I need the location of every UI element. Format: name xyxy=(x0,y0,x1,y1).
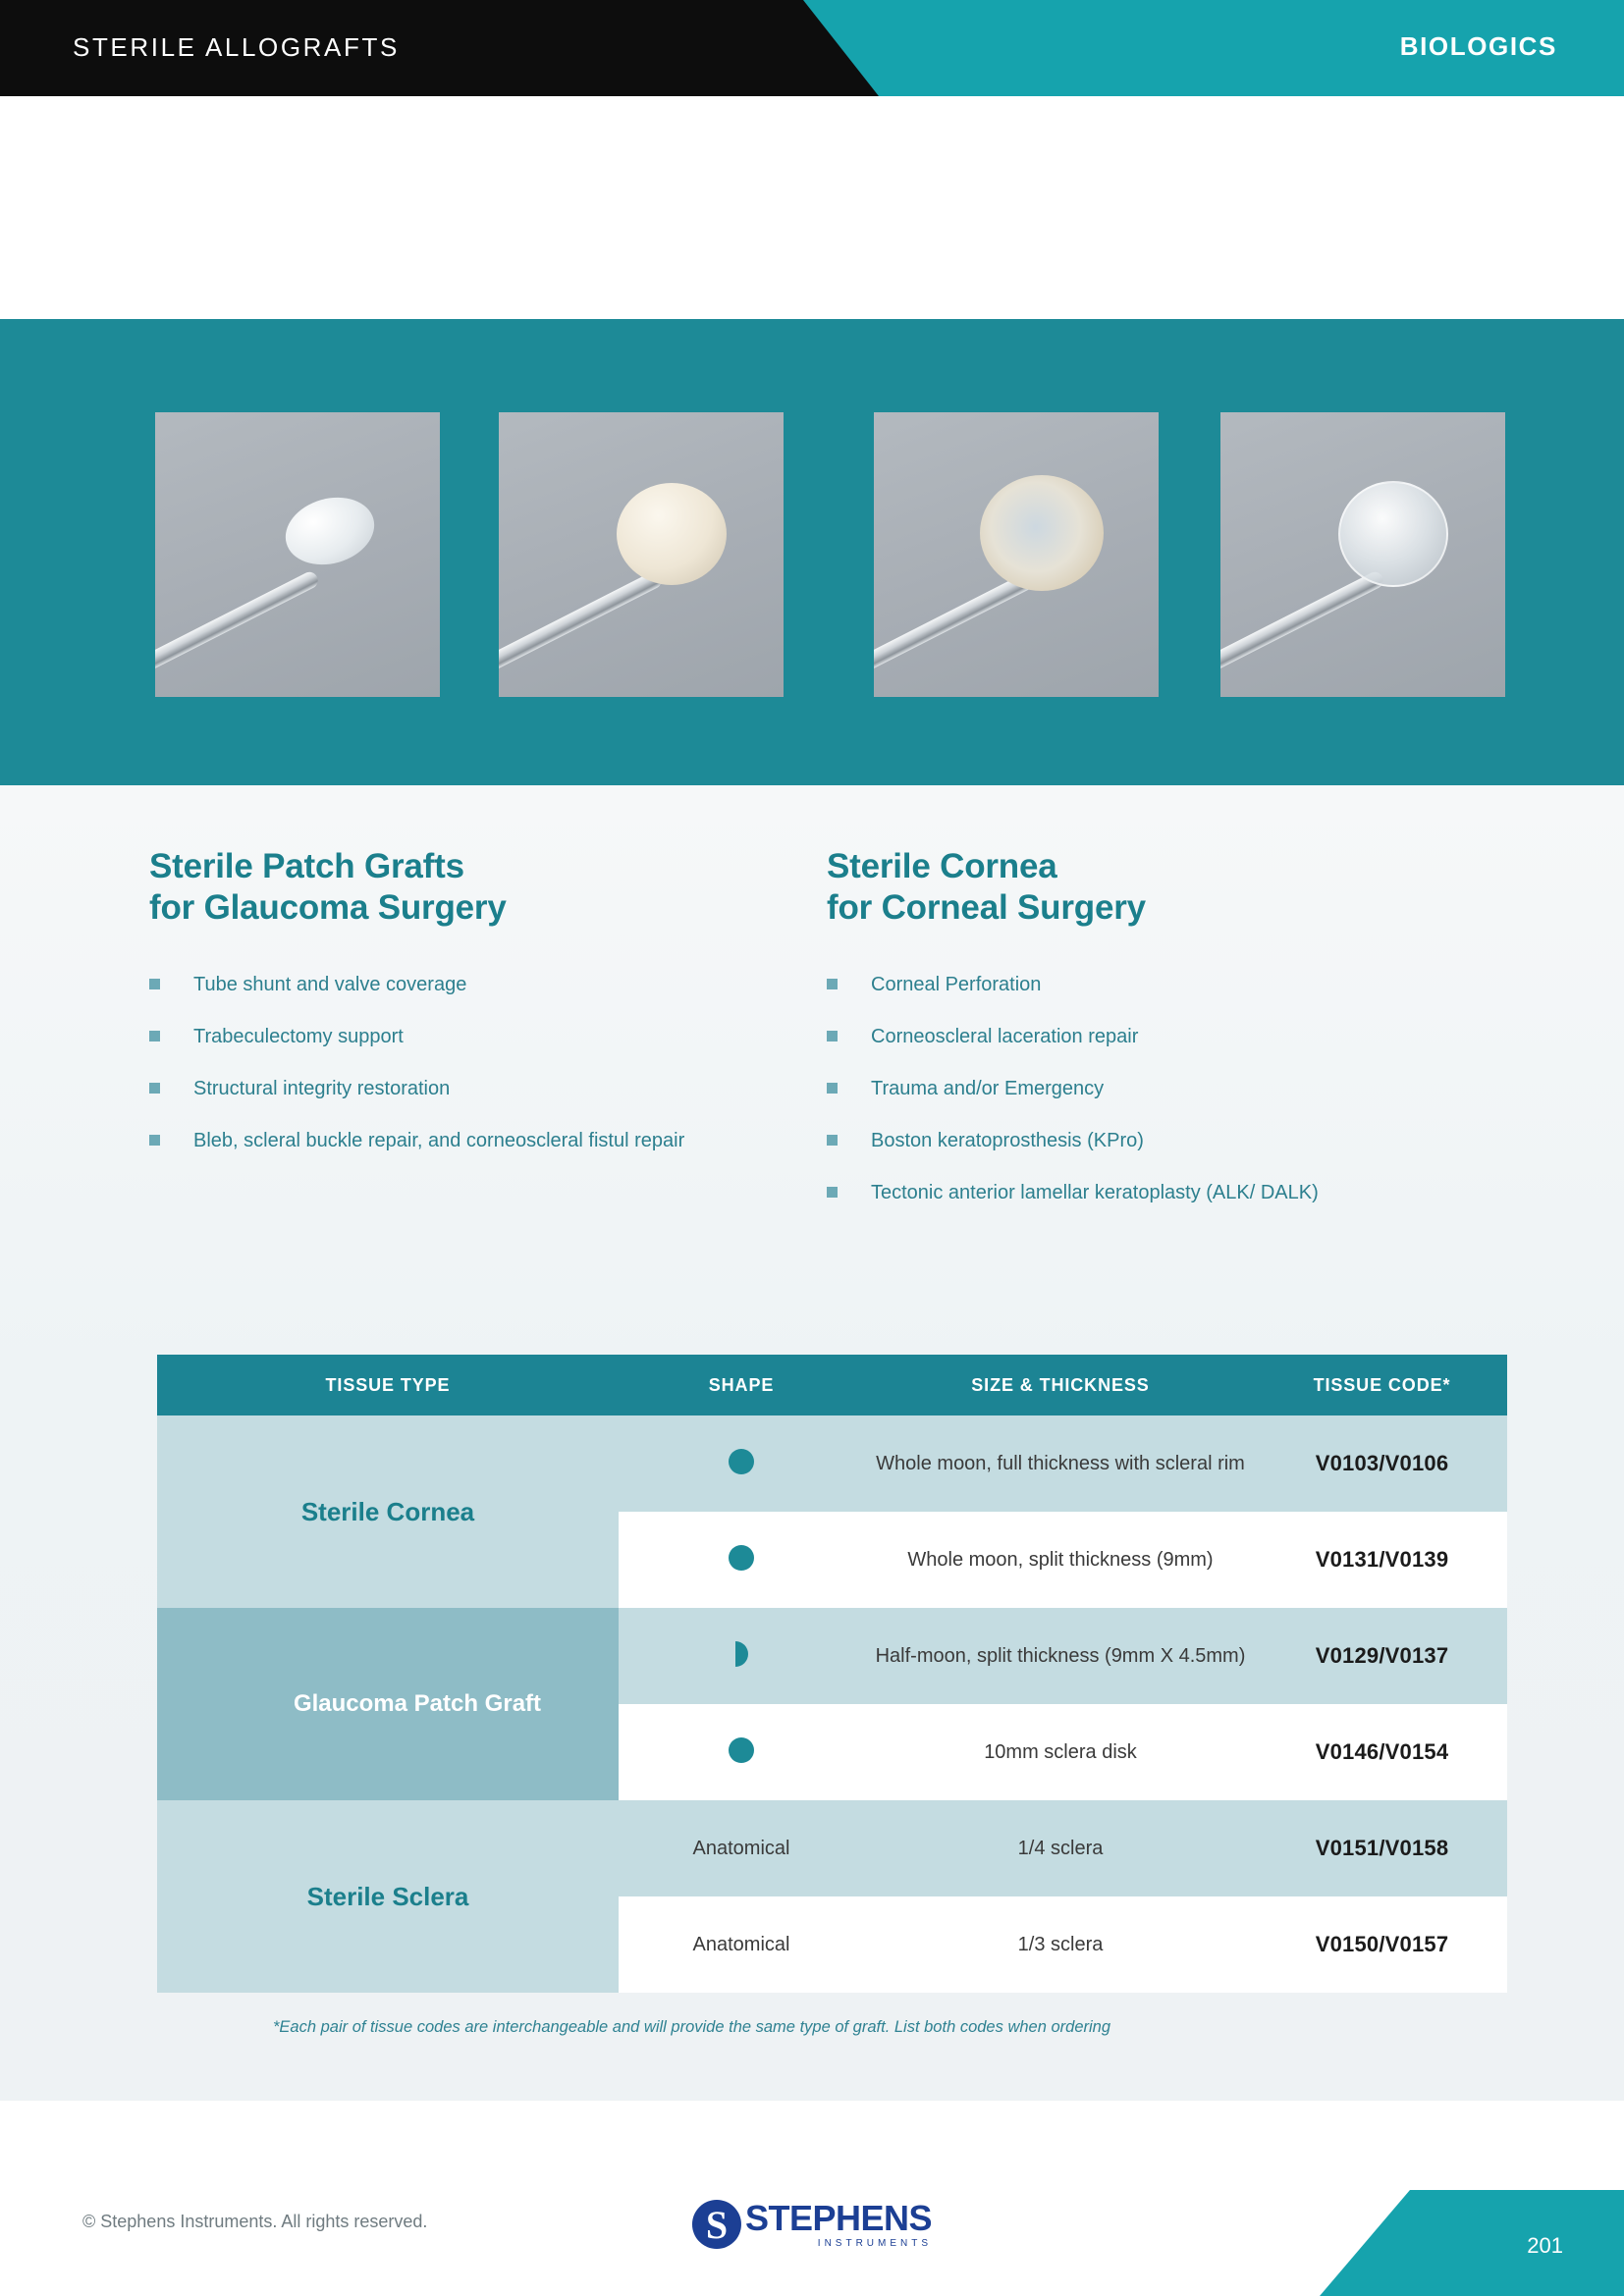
table-row xyxy=(157,1415,1507,1512)
tissue-specimen-whole-moon xyxy=(617,483,727,585)
size-cell xyxy=(864,1800,1257,1896)
list-item-label: Trabeculectomy support xyxy=(193,1026,404,1048)
title-line-2: for Corneal Surgery xyxy=(827,887,1146,927)
tissue-code-label: V0146/V0154 xyxy=(1315,1739,1449,1764)
title-line-1: Sterile Cornea xyxy=(827,847,1057,885)
shape-cell xyxy=(619,1896,864,1993)
size-label: Whole moon, split thickness (9mm) xyxy=(907,1549,1214,1571)
list-item-label: Trauma and/or Emergency xyxy=(871,1078,1105,1100)
column-patch-grafts xyxy=(149,846,827,1229)
product-photo-3 xyxy=(874,412,1159,697)
table-footnote: *Each pair of tissue codes are interchangeable and will provide the same type of graft. List both codes when ordering xyxy=(273,2018,1111,2036)
footer-accent-wedge xyxy=(1320,2190,1624,2296)
product-image-band xyxy=(0,319,1624,785)
code-cell xyxy=(1257,1704,1507,1800)
column-header-tissue-code: TISSUE CODE* xyxy=(1257,1355,1507,1415)
code-cell xyxy=(1257,1415,1507,1512)
tissue-code-label: V0151/V0158 xyxy=(1315,1836,1449,1860)
bullet-square-icon xyxy=(149,1031,160,1041)
table-row xyxy=(157,1800,1507,1896)
size-cell xyxy=(864,1704,1257,1800)
bullet-square-icon xyxy=(827,1135,838,1146)
list-item xyxy=(827,1021,1435,1053)
group-label-glaucoma-patch-graft xyxy=(157,1608,619,1800)
bullet-square-icon xyxy=(827,1083,838,1094)
list-item-label: Tube shunt and valve coverage xyxy=(193,974,467,996)
tissue-specimen-clear-cornea xyxy=(1338,481,1448,587)
size-label: 1/3 sclera xyxy=(1017,1934,1104,1955)
tissue-code-label: V0131/V0139 xyxy=(1315,1547,1449,1572)
code-cell xyxy=(1257,1896,1507,1993)
column-title-patch-grafts xyxy=(149,846,827,928)
tissue-specification-table xyxy=(157,1355,1507,1993)
bullet-square-icon xyxy=(149,1083,160,1094)
page-footer xyxy=(0,2149,1624,2296)
bullet-square-icon xyxy=(827,1031,838,1041)
list-item xyxy=(149,1021,758,1053)
shape-label: Anatomical xyxy=(692,1933,790,1955)
list-item xyxy=(149,969,758,1001)
bullet-list-sterile-cornea xyxy=(827,969,1504,1209)
column-sterile-cornea xyxy=(827,846,1504,1229)
tissue-code-label: V0150/V0157 xyxy=(1315,1932,1449,1956)
size-label: Whole moon, full thickness with scleral rim xyxy=(876,1453,1245,1474)
circle-shape-icon xyxy=(729,1737,754,1763)
size-cell xyxy=(864,1896,1257,1993)
size-cell xyxy=(864,1608,1257,1704)
header-section-title: STERILE ALLOGRAFTS xyxy=(73,32,400,62)
code-cell xyxy=(1257,1608,1507,1704)
list-item-label: Tectonic anterior lamellar keratoplasty (ALK/ DALK) xyxy=(871,1182,1319,1204)
bullet-square-icon xyxy=(827,979,838,989)
shape-cell xyxy=(619,1512,864,1608)
title-line-1: Sterile Patch Grafts xyxy=(149,847,464,885)
tissue-code-label: V0129/V0137 xyxy=(1315,1643,1449,1668)
list-item xyxy=(827,1125,1435,1157)
company-logo xyxy=(692,2197,933,2249)
header-category-title: BIOLOGICS xyxy=(1399,31,1557,61)
circle-shape-icon xyxy=(729,1545,754,1571)
tissue-specimen-with-scleral-rim xyxy=(980,475,1104,591)
group-label-text: Sterile Cornea xyxy=(300,1496,475,1526)
half-circle-shape-icon xyxy=(735,1641,748,1667)
title-line-2: for Glaucoma Surgery xyxy=(149,887,507,927)
list-item xyxy=(149,1125,758,1157)
list-item xyxy=(149,1073,758,1105)
group-label-text: Sterile Sclera xyxy=(306,1881,469,1911)
code-cell xyxy=(1257,1800,1507,1896)
logo-wordmark: STEPHENS xyxy=(744,2197,933,2238)
column-header-tissue-type: TISSUE TYPE xyxy=(157,1355,619,1415)
list-item-label: Bleb, scleral buckle repair, and corneoscleral fistul repair xyxy=(193,1130,685,1152)
size-cell xyxy=(864,1415,1257,1512)
bullet-square-icon xyxy=(149,1135,160,1146)
bullet-square-icon xyxy=(149,979,160,989)
list-item-label: Corneoscleral laceration repair xyxy=(871,1026,1139,1048)
list-item xyxy=(827,1177,1435,1209)
circle-shape-icon xyxy=(729,1449,754,1474)
list-item-label: Corneal Perforation xyxy=(871,974,1042,996)
list-item-label: Boston keratoprosthesis (KPro) xyxy=(871,1130,1144,1152)
logo-monogram-icon: S xyxy=(692,2200,741,2249)
footer-copyright: © Stephens Instruments. All rights reserved. xyxy=(82,2212,428,2231)
shape-label: Anatomical xyxy=(692,1837,790,1859)
product-photo-4 xyxy=(1220,412,1505,697)
page-header xyxy=(0,0,1624,96)
tissue-specification-table-wrapper xyxy=(157,1355,1507,2037)
shape-cell xyxy=(619,1704,864,1800)
code-cell xyxy=(1257,1512,1507,1608)
page-number: 201 xyxy=(1527,2233,1563,2258)
group-label-text: Glaucoma Patch Graft xyxy=(293,1690,542,1718)
product-photo-2 xyxy=(499,412,784,697)
table-row xyxy=(157,1608,1507,1704)
list-item-label: Structural integrity restoration xyxy=(193,1078,451,1100)
size-label: 1/4 sclera xyxy=(1017,1838,1104,1859)
size-cell xyxy=(864,1512,1257,1608)
shape-cell xyxy=(619,1800,864,1896)
column-header-shape: SHAPE xyxy=(619,1355,864,1415)
group-label-sterile-cornea xyxy=(157,1415,619,1608)
bullet-list-patch-grafts xyxy=(149,969,827,1157)
group-label-sterile-sclera xyxy=(157,1800,619,1993)
table-header-row xyxy=(157,1355,1507,1415)
shape-cell xyxy=(619,1608,864,1704)
product-photo-1 xyxy=(155,412,440,697)
logo-subtext: INSTRUMENTS xyxy=(817,2237,933,2249)
column-title-sterile-cornea xyxy=(827,846,1504,928)
tissue-code-label: V0103/V0106 xyxy=(1315,1451,1449,1475)
column-header-size-thickness: SIZE & THICKNESS xyxy=(864,1355,1257,1415)
bullet-square-icon xyxy=(827,1187,838,1198)
list-item xyxy=(827,1073,1435,1105)
size-label: Half-moon, split thickness (9mm X 4.5mm) xyxy=(875,1645,1246,1667)
size-label: 10mm sclera disk xyxy=(984,1741,1137,1763)
two-column-features xyxy=(149,846,1504,1229)
shape-cell xyxy=(619,1415,864,1512)
list-item xyxy=(827,969,1435,1001)
